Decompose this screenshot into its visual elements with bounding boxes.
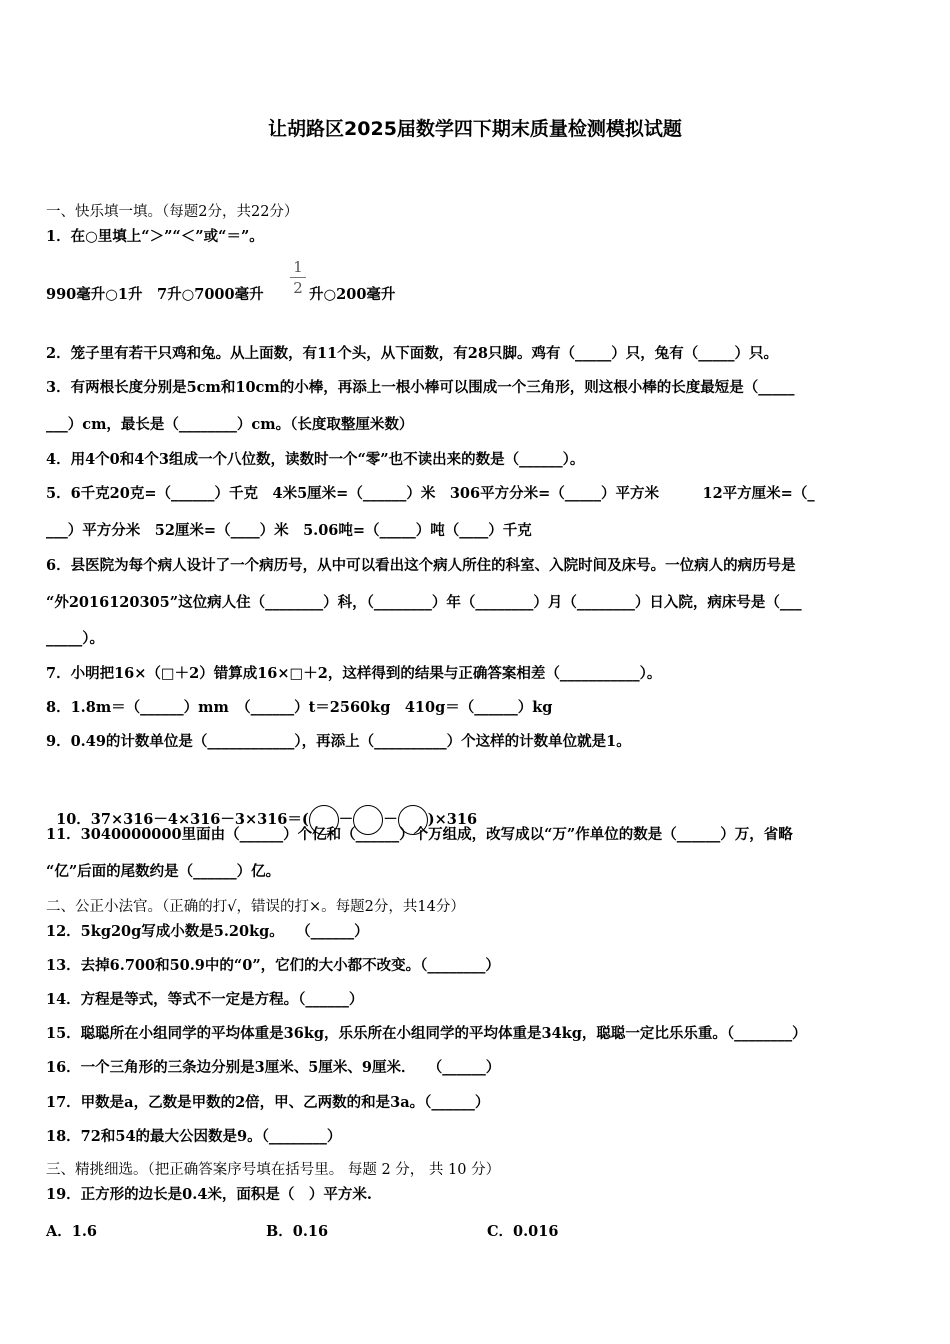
section-1-heading: 一、快乐填一填。（每题2分，共22分） — [46, 204, 299, 220]
section-3-heading: 三、精挑细选。（把正确答案序号填在括号里。 每题 2 分， 共 10 分） — [46, 1162, 501, 1178]
question-7: 7．小明把16×（□＋2）错算成16×□＋2，这样得到的结果与正确答案相差（___________）。 — [46, 665, 662, 682]
question-5-line-1: 5．6千克20克=（______）千克 4米5厘米=（______）米 306平方分米=（_____）平方米 12平方厘米=（_ — [46, 485, 815, 502]
question-6-line-1: 6．县医院为每个病人设计了一个病历号，从中可以看出这个病人所住的科室、入院时间及床号。一位病人的病历号是 — [46, 557, 796, 574]
question-3-line-2: ___）cm，最长是（________）cm。（长度取整厘米数） — [46, 416, 414, 433]
fraction-denominator: 2 — [293, 279, 303, 297]
fraction-one-half — [290, 258, 306, 297]
question-17: 17．甲数是a，乙数是甲数的2倍，甲、乙两数的和是3a。（______） — [46, 1094, 490, 1111]
question-2: 2．笼子里有若干只鸡和兔。从上面数，有11个头，从下面数，有28只脚。鸡有（_____）只，兔有（_____）只。 — [46, 345, 778, 362]
question-18: 18．72和54的最大公因数是9。（________） — [46, 1128, 342, 1145]
question-4: 4．用4个0和4个3组成一个八位数，读数时一个“零”也不读出来的数是（______）。 — [46, 451, 585, 468]
minus-sign-2: － — [383, 811, 398, 828]
question-1-items: 990毫升○1升 7升○7000毫升 — [46, 286, 279, 303]
option-b[interactable]: B．0.16 — [266, 1223, 329, 1240]
option-c[interactable]: C．0.016 — [487, 1223, 559, 1240]
question-15: 15．聪聪所在小组同学的平均体重是36kg，乐乐所在小组同学的平均体重是34kg，聪聪一定比乐乐重。（________） — [46, 1025, 807, 1042]
question-1-items-right: 升○200毫升 — [309, 286, 396, 303]
question-8: 8．1.8m＝（______）mm （______）t＝2560kg 410g＝（______）kg — [46, 699, 553, 716]
question-14: 14．方程是等式，等式不一定是方程。（______） — [46, 991, 364, 1008]
question-6-line-2: “外2016120305”这位病人住（________）科，（________）年（________）月（________）日入院，病床号是（___ — [46, 594, 802, 611]
question-5-line-2: ___）平方分米 52厘米=（____）米 5.06吨=（_____）吨（____）千克 — [46, 522, 532, 539]
page-title: 让胡路区2025届数学四下期末质量检测模拟试题 — [268, 118, 682, 140]
question-11-line-1: 11．3040000000里面由（______）个亿和（______）个万组成，改写成以“万”作单位的数是（______）万，省略 — [46, 826, 793, 843]
question-3-line-1: 3．有两根长度分别是5cm和10cm的小棒，再添上一根小棒可以围成一个三角形，则这根小棒的长度最短是（_____ — [46, 379, 795, 396]
question-16: 16．一个三角形的三条边分别是3厘米、5厘米、9厘米． （______） — [46, 1059, 501, 1076]
fraction-bar — [290, 277, 306, 278]
question-10-expression: 10．37×316－4×316－3×316＝( — [56, 811, 309, 828]
question-12: 12．5kg20g写成小数是5.20kg。 （______） — [46, 923, 369, 940]
question-9: 9．0.49的计数单位是（____________），再添上（__________）个这样的计数单位就是1。 — [46, 733, 631, 750]
question-19-stem: 19．正方形的边长是0.4米，面积是（ ）平方米. — [46, 1186, 372, 1203]
question-6-line-3: _____）。 — [46, 630, 104, 647]
section-2-heading: 二、公正小法官。（正确的打√，错误的打×。每题2分，共14分） — [46, 899, 465, 915]
question-11-line-2: “亿”后面的尾数约是（______）亿。 — [46, 863, 281, 880]
minus-sign-1: － — [338, 811, 354, 828]
option-a[interactable]: A．1.6 — [46, 1223, 97, 1240]
fraction-numerator: 1 — [293, 258, 303, 276]
question-1-stem: 1．在○里填上“＞”“＜”或“＝”。 — [46, 228, 264, 245]
question-10-tail: )×316 — [427, 811, 478, 828]
question-13: 13．去掉6.700和50.9中的“0”，它们的大小都不改变。（________） — [46, 957, 500, 974]
